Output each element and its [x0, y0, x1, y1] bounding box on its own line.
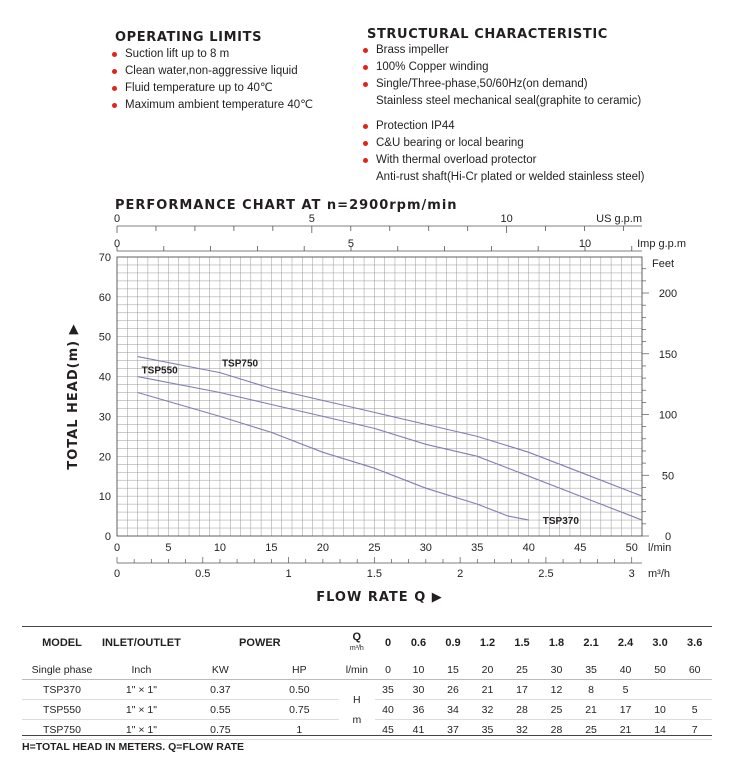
head-value: 37 [436, 720, 471, 740]
x-tick-label: 15 [265, 542, 278, 554]
list-item: 100% Copper winding [363, 59, 644, 76]
y-tick-label: 60 [98, 291, 111, 304]
model-cell: TSP750 [22, 720, 102, 740]
feet-label: Feet [652, 258, 675, 270]
list-item: Maximum ambient temperature 40℃ [112, 97, 313, 114]
lmin-value: 10 [401, 660, 436, 680]
q-value: 2.4 [617, 637, 634, 649]
head-value: 34 [436, 700, 471, 720]
head-value: 35 [470, 720, 505, 740]
list-item: Single/Three-phase,50/60Hz(on demand) [363, 76, 644, 93]
lmin-value: 35 [574, 660, 609, 680]
head-value: 8 [574, 680, 609, 700]
imp-gpm-tick-label: 0 [113, 238, 121, 250]
y-tick-label: 50 [98, 331, 111, 344]
y-tick-label: 0 [104, 531, 111, 543]
spec-table [22, 626, 712, 740]
bullet-icon [363, 124, 368, 129]
list-item: Suction lift up to 8 m [112, 46, 313, 63]
series-label-tsp750: TSP750 [221, 358, 259, 370]
operating-limits-list [112, 46, 313, 114]
feet-tick-label: 150 [658, 348, 678, 361]
list-item: Anti-rust shaft(Hi-Cr plated or welded stainless steel) [376, 171, 645, 183]
imp-gpm-label: Imp g.p.m [637, 238, 686, 250]
lmin-value: 60 [677, 660, 712, 680]
head-value: 14 [643, 720, 678, 740]
lmin-value: 25 [505, 660, 540, 680]
head-value: 12 [539, 680, 574, 700]
inlet-cell: 1" × 1" [102, 700, 181, 720]
q-value: 1.5 [514, 637, 530, 649]
phase-cell: Single phase [22, 660, 102, 680]
bullet-icon [112, 52, 117, 57]
head-value: 30 [401, 680, 436, 700]
head-value [677, 680, 712, 700]
list-item: C&U bearing or local bearing [363, 135, 644, 152]
x-tick-label: 10 [213, 542, 227, 554]
lmin-value: 15 [436, 660, 471, 680]
m3h-tick-label: 2 [457, 568, 464, 580]
m3h-tick-label: 0.5 [195, 568, 211, 580]
q-value: 3.0 [652, 637, 668, 649]
head-value: 26 [436, 680, 471, 700]
col-inlet: INLET/OUTLET [102, 637, 181, 649]
list-item: With thermal overload protector [363, 152, 644, 169]
table-header-row [22, 626, 712, 660]
lmin-value: 20 [470, 660, 505, 680]
head-value: 40 [375, 700, 401, 720]
head-value: 45 [375, 720, 401, 740]
head-value: 10 [643, 700, 678, 720]
x-tick-label: 25 [368, 542, 381, 554]
y-tick-label: 30 [98, 411, 111, 424]
kw-value: 0.37 [181, 680, 260, 700]
list-gap [363, 110, 644, 118]
x-tick-label: 35 [471, 542, 484, 554]
list-item: Clean water,non-aggressive liquid [112, 63, 313, 80]
m3h-tick-label: 1 [285, 568, 292, 580]
head-value: 32 [470, 700, 505, 720]
structural-title: STRUCTURAL CHARACTERISTIC [367, 27, 608, 42]
head-value: 5 [677, 700, 712, 720]
inlet-cell: 1" × 1" [102, 720, 181, 740]
curve-tsp750 [138, 357, 642, 497]
q-value: 1.8 [548, 637, 565, 649]
performance-chart [0, 190, 730, 610]
q-value: 1.2 [479, 637, 496, 649]
head-value: 25 [574, 720, 609, 740]
table-row [22, 680, 712, 700]
head-value: 32 [505, 720, 540, 740]
head-value [643, 680, 678, 700]
inlet-cell: 1" × 1" [102, 680, 181, 700]
model-cell: TSP370 [22, 680, 102, 700]
col-q: Q m³/h [349, 631, 364, 652]
operating-limits-title: OPERATING LIMITS [115, 30, 263, 45]
q-value: 0 [384, 637, 392, 649]
h-unit-cell: H m [339, 680, 375, 740]
head-value: 35 [375, 680, 401, 700]
kw-value: 0.55 [181, 700, 260, 720]
inch-cell: Inch [102, 660, 181, 680]
bullet-icon [112, 103, 117, 108]
y-tick-label: 10 [98, 491, 111, 504]
bullet-icon [112, 86, 117, 91]
hp-value: 1 [260, 720, 339, 740]
head-value: 21 [574, 700, 609, 720]
m3h-tick-label: 2.5 [538, 568, 554, 580]
head-value: 36 [401, 700, 436, 720]
units-row [22, 660, 712, 680]
head-value: 41 [401, 720, 436, 740]
m3h-tick-label: 0 [113, 568, 121, 580]
col-model: MODEL [42, 637, 82, 649]
hp-value: 0.75 [260, 700, 339, 720]
y-tick-label: 70 [98, 252, 111, 264]
lmin-value: 50 [643, 660, 678, 680]
lmin-cell: l/min [339, 660, 375, 680]
series-label-tsp550: TSP550 [141, 365, 178, 377]
head-value: 17 [608, 700, 643, 720]
q-value: 0.6 [410, 637, 427, 649]
list-item: Brass impeller [363, 42, 644, 59]
x-tick-label: 20 [316, 542, 330, 554]
head-value: 21 [608, 720, 643, 740]
m3h-tick-label: 3 [628, 568, 635, 580]
bullet-icon [363, 65, 368, 70]
head-value: 5 [608, 680, 643, 700]
us-gpm-tick-label: 0 [113, 213, 121, 225]
list-item: Stainless steel mechanical seal(graphite to ceramic) [376, 95, 642, 107]
feet-tick-label: 200 [658, 288, 678, 301]
structural-list [363, 42, 644, 186]
feet-tick-label: 50 [661, 470, 675, 483]
m3h-unit-label: m³/h [648, 568, 670, 580]
x-tick-label: 45 [574, 542, 587, 554]
col-power: POWER [239, 637, 281, 649]
bullet-icon [363, 141, 368, 146]
x-unit-label: l/min [648, 542, 672, 554]
head-value: 25 [539, 700, 574, 720]
table-bottom-rule [22, 735, 712, 736]
x-tick-label: 5 [165, 542, 172, 554]
lmin-value: 40 [608, 660, 643, 680]
kw-value: 0.75 [181, 720, 260, 740]
table-footnote: H=TOTAL HEAD IN METERS. Q=FLOW RATE [22, 741, 245, 753]
x-tick-label: 0 [113, 542, 121, 554]
head-value: 28 [505, 700, 540, 720]
bullet-icon [363, 82, 368, 87]
feet-tick-label: 0 [664, 531, 672, 543]
x-axis-label: FLOW RATE Q ▶ [316, 590, 443, 605]
bullet-icon [363, 158, 368, 163]
chart-title: PERFORMANCE CHART AT n=2900rpm/min [115, 198, 458, 213]
x-tick-label: 40 [522, 542, 535, 554]
feet-tick-label: 100 [658, 409, 678, 422]
series-label-tsp370: TSP370 [542, 516, 579, 528]
plot-frame [117, 257, 642, 536]
list-item: Protection IP44 [363, 118, 644, 135]
imp-gpm-tick-label: 10 [578, 238, 592, 250]
m3h-tick-label: 1.5 [366, 568, 383, 580]
lmin-value: 30 [539, 660, 574, 680]
hp-cell: HP [260, 660, 339, 680]
head-value: 21 [470, 680, 505, 700]
bullet-icon [363, 48, 368, 53]
kw-cell: KW [181, 660, 260, 680]
x-tick-label: 50 [625, 542, 638, 554]
us-gpm-tick-label: 5 [308, 213, 315, 225]
y-tick-label: 40 [98, 371, 111, 384]
q-value: 0.9 [445, 637, 461, 649]
imp-gpm-tick-label: 5 [347, 238, 355, 250]
lmin-value: 0 [375, 660, 401, 680]
q-value: 2.1 [583, 637, 599, 649]
y-axis-label: TOTAL HEAD(m) ▶ [66, 323, 81, 470]
us-gpm-tick-label: 10 [500, 213, 513, 225]
y-tick-label: 20 [98, 451, 111, 464]
x-tick-label: 30 [419, 542, 432, 554]
q-value: 3.6 [687, 637, 703, 649]
model-cell: TSP550 [22, 700, 102, 720]
list-item: Fluid temperature up to 40℃ [112, 80, 313, 97]
bullet-icon [112, 69, 117, 74]
head-value: 28 [539, 720, 574, 740]
hp-value: 0.50 [260, 680, 339, 700]
us-gpm-label: US g.p.m [596, 213, 642, 225]
head-value: 7 [677, 720, 712, 740]
head-value: 17 [505, 680, 540, 700]
